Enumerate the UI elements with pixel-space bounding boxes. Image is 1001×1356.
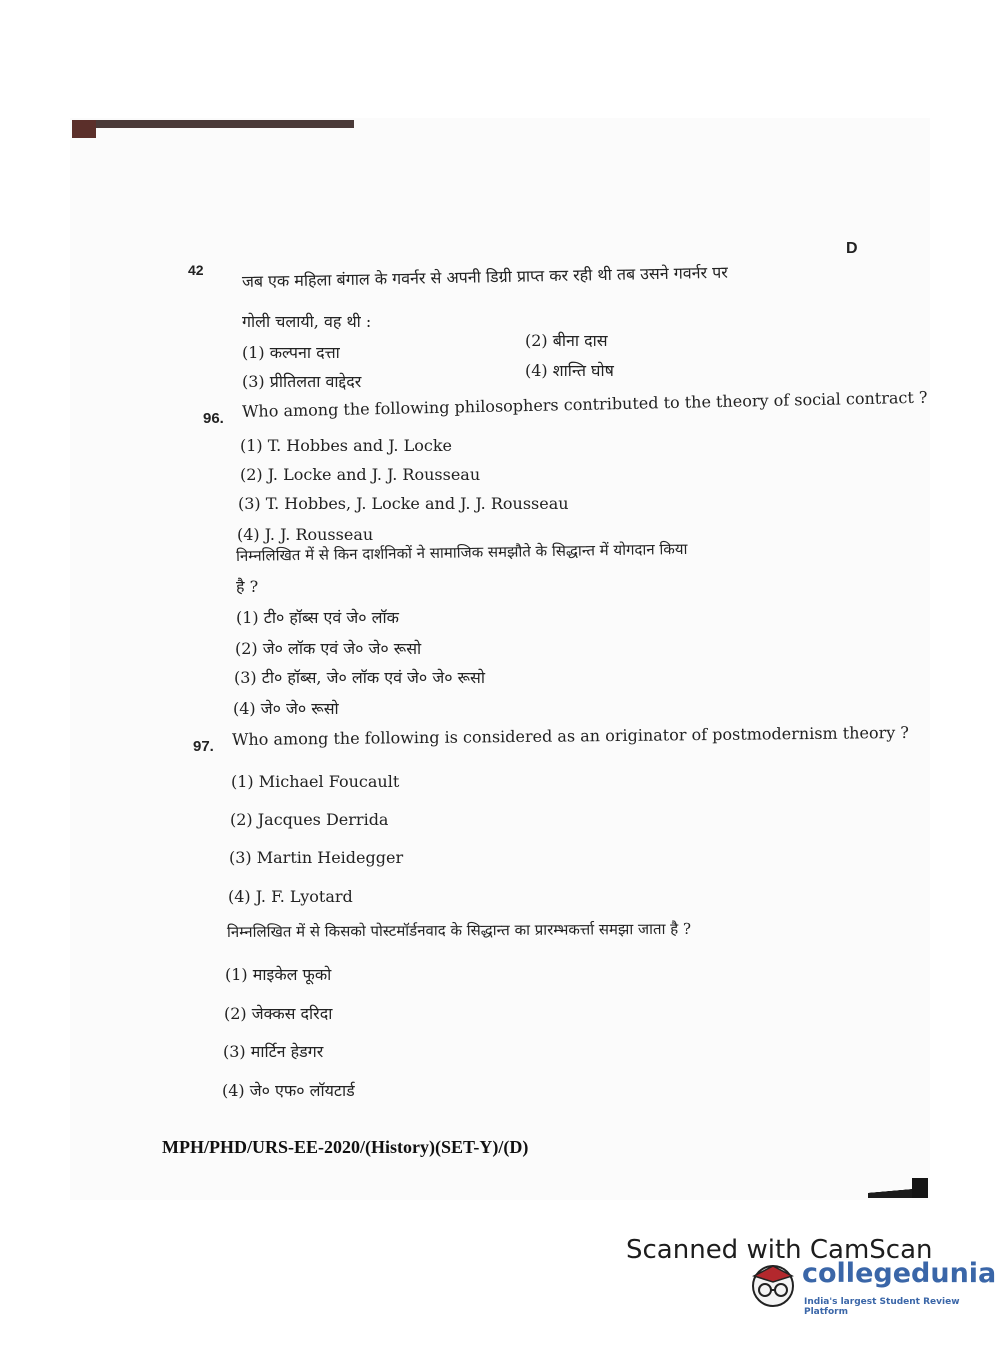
q96-option-2: (2) J. Locke and J. J. Rousseau <box>240 465 481 484</box>
paper-code: MPH/PHD/URS-EE-2020/(History)(SET-Y)/(D) <box>162 1137 529 1157</box>
scan-edge-bar <box>72 120 354 128</box>
collegedunia-mascot-icon <box>746 1256 800 1310</box>
q95-hindi-option-2: (2) बीना दास <box>525 331 608 350</box>
q97-option-1: (1) Michael Foucault <box>231 772 400 791</box>
collegedunia-tagline: India's largest Student Review Platform <box>804 1297 960 1317</box>
q95-hindi-stem-line2: गोली चलायी, वह थी : <box>242 312 372 331</box>
q97-number: 97. <box>193 738 214 755</box>
q96-number: 96. <box>203 410 224 427</box>
q95-hindi-option-3: (3) प्रीतिलता वाद्देदर <box>242 372 362 391</box>
q96-stem: Who among the following philosophers contributed to the theory of social contract ? <box>241 387 928 421</box>
camscan-watermark: Scanned with CamScan <box>626 1235 933 1265</box>
page-number: 42 <box>188 262 204 278</box>
scan-edge-mark-block <box>912 1178 928 1198</box>
q95-hindi-option-4: (4) शान्ति घोष <box>525 361 614 380</box>
scan-edge-corner <box>72 120 96 138</box>
q96-hindi-option-4: (4) जे० जे० रूसो <box>233 699 339 718</box>
q96-hindi-option-2: (2) जे० लॉक एवं जे० जे० रूसो <box>235 639 422 658</box>
q97-hindi-option-1: (1) माइकेल फूको <box>225 965 332 984</box>
q97-hindi-option-3: (3) मार्टिन हेडगर <box>223 1042 324 1061</box>
q97-stem: Who among the following is considered as an originator of postmodernism theory ? <box>231 722 910 749</box>
q96-hindi-option-3: (3) टी० हॉब्स, जे० लॉक एवं जे० जे० रूसो <box>234 668 485 687</box>
q95-hindi-option-1: (1) कल्पना दत्ता <box>242 343 340 362</box>
q96-option-3: (3) T. Hobbes, J. Locke and J. J. Rousseau <box>238 494 569 513</box>
q96-hindi-stem-line1: निम्नलिखित में से किन दार्शनिकों ने सामाजिक समझौते के सिद्धान्त में योगदान किया <box>235 539 688 565</box>
set-code: D <box>846 240 858 257</box>
q96-option-4: (4) J. J. Rousseau <box>237 525 374 544</box>
q97-option-3: (3) Martin Heidegger <box>229 848 404 867</box>
q97-option-4: (4) J. F. Lyotard <box>228 887 353 906</box>
q97-option-2: (2) Jacques Derrida <box>230 810 389 829</box>
q96-hindi-stem-line2: है ? <box>236 577 259 596</box>
q95-hindi-stem-line1: जब एक महिला बंगाल के गवर्नर से अपनी डिग्री प्राप्त कर रही थी तब उसने गवर्नर पर <box>241 262 728 291</box>
collegedunia-brand: collegedunia <box>802 1258 997 1289</box>
q97-hindi-stem: निम्नलिखित में से किसको पोस्टमॉर्डनवाद के सिद्धान्त का प्रारम्भकर्त्ता समझा जाता है ? <box>226 919 692 941</box>
q97-hindi-option-4: (4) जे० एफ० लॉयटार्ड <box>222 1081 355 1100</box>
q96-option-1: (1) T. Hobbes and J. Locke <box>240 436 452 455</box>
q97-hindi-option-2: (2) जेक्कस दरिदा <box>224 1004 333 1023</box>
q96-hindi-option-1: (1) टी० हॉब्स एवं जे० लॉक <box>236 608 399 627</box>
